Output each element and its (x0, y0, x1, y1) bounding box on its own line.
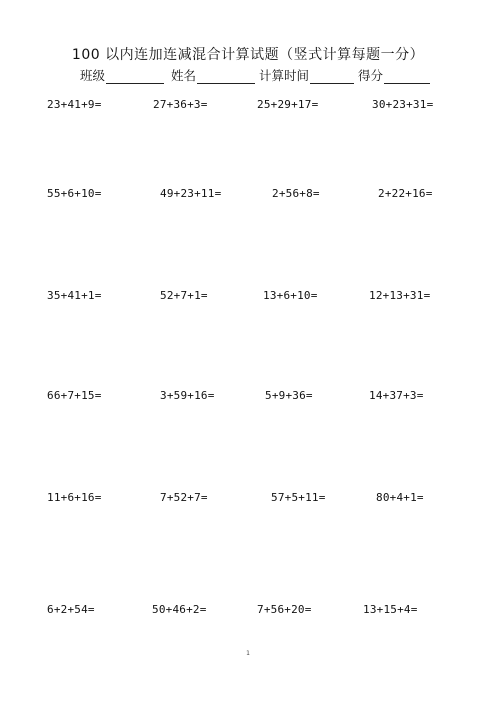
problem: 6+2+54= (47, 603, 95, 616)
class-label: 班级 (80, 68, 106, 83)
problem: 55+6+10= (47, 187, 102, 200)
student-info-line (80, 66, 434, 84)
problem: 52+7+1= (160, 289, 208, 302)
problem: 2+22+16= (378, 187, 433, 200)
problem: 5+9+36= (265, 389, 313, 402)
problem: 49+23+11= (160, 187, 222, 200)
problem: 66+7+15= (47, 389, 102, 402)
problem: 50+46+2= (152, 603, 207, 616)
problem: 35+41+1= (47, 289, 102, 302)
problem: 57+5+11= (271, 491, 326, 504)
problem: 13+6+10= (263, 289, 318, 302)
score-blank[interactable] (384, 71, 430, 84)
problem: 27+36+3= (153, 98, 208, 111)
problem: 23+41+9= (47, 98, 102, 111)
problem: 14+37+3= (369, 389, 424, 402)
score-label: 得分 (358, 68, 384, 83)
page-title: 100 以内连加连减混合计算试题（竖式计算每题一分） (71, 47, 425, 63)
name-field (171, 66, 259, 84)
problem: 2+56+8= (272, 187, 320, 200)
class-blank[interactable] (106, 71, 164, 84)
problem: 13+15+4= (363, 603, 418, 616)
problem: 7+56+20= (257, 603, 312, 616)
problem: 25+29+17= (257, 98, 319, 111)
time-label: 计算时间 (259, 68, 310, 83)
name-blank[interactable] (197, 71, 255, 84)
problem: 11+6+16= (47, 491, 102, 504)
page-number: 1 (246, 650, 250, 657)
problem: 7+52+7= (160, 491, 208, 504)
class-field (80, 66, 168, 84)
problem: 3+59+16= (160, 389, 215, 402)
time-blank[interactable] (310, 71, 354, 84)
problem: 80+4+1= (376, 491, 424, 504)
problem: 12+13+31= (369, 289, 431, 302)
problem: 30+23+31= (372, 98, 434, 111)
score-field (358, 66, 434, 84)
name-label: 姓名 (171, 68, 197, 83)
time-field (259, 66, 358, 84)
